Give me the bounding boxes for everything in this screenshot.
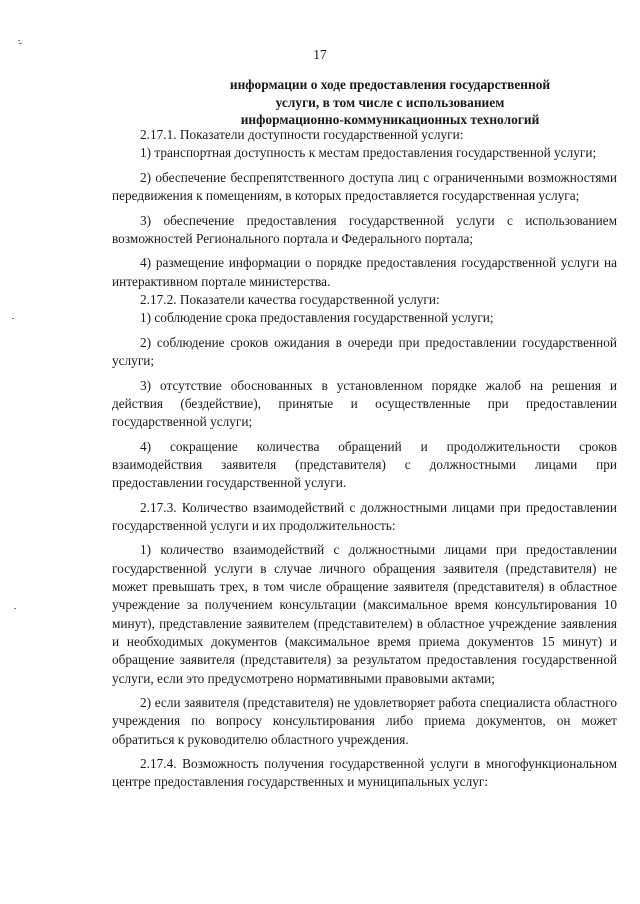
subsection-title: 2.17.2. Показатели качества государственной услуги: [140,291,440,307]
heading-line: услуги, в том числе с использованием [275,94,505,110]
heading-line: информационно-коммуникационных технологий [240,112,540,127]
list-item: 2) если заявителя (представителя) не удовлетворяет работа специалиста областного учреждения по вопросу консультирования либо приема документов, он может обратиться к руководителю областного учреждения. [112,695,617,747]
list-item: 1) соблюдение срока предоставления государственной услуги; [140,310,494,326]
list-item: 2) обеспечение беспрепятственного доступа лиц с ограниченными возможностями передвижения к помещениям, в которых предоставляется государственная услуга; [112,169,617,204]
subsection-title: 2.17.3. Количество взаимодействий с должностными лицами при предоставлении государственной услуги и их продолжительность: [112,499,617,533]
list-item: 3) обеспечение предоставления государственной услуги с использованием возможностей Регионального портала и Федерального портала; [112,212,617,246]
list-item: 1) транспортная доступность к местам предоставления государственной услуги; [140,145,597,161]
heading-line: информации о ходе предоставления государственной [229,77,551,92]
list-item: 4) размещение информации о порядке предоставления государственной услуги на интерактивном портале министерства. [112,255,617,289]
section-heading [170,76,610,129]
subsection-title: 2.17.4. Возможность получения государственной услуги в многофункциональном центре предоставления государственных и муниципальных услуг: [112,756,617,790]
page-number: 17 [313,47,327,62]
list-item: 1) количество взаимодействий с должностными лицами при предоставлении государственной услуги в случае личного обращения заявителя (представителя) не может превышать трех, в том числе обращение заявителя (представителя) в областное учреждение за получением консультации (максимальное время консультирования 10 минут), представление заявителем (представителем) в областное учреждение заявления и необходимых документов (максимальное время приема документов 15 минут) и обращение заявителя (представителя) за результатом предоставления государственной услуги, если это предусмотрено нормативными правовыми актами; [112,542,617,686]
list-item: 4) сокращение количества обращений и продолжительности сроков взаимодействия заявителя (представителя) с должностными лицами при предоставлении государственной услуги. [112,438,617,491]
document-body [112,126,617,792]
scan-speck [12,318,14,319]
scan-speck [19,43,22,44]
list-item: 3) отсутствие обоснованных в установленном порядке жалоб на решения и действия (бездействие), принятые и осуществленные при предоставлении государственной услуги; [112,377,617,430]
subsection-title: 2.17.1. Показатели доступности государственной услуги: [140,127,464,142]
scan-speck [18,40,20,41]
scan-speck [14,608,16,609]
list-item: 2) соблюдение сроков ожидания в очереди при предоставлении государственной услуги; [112,334,617,369]
